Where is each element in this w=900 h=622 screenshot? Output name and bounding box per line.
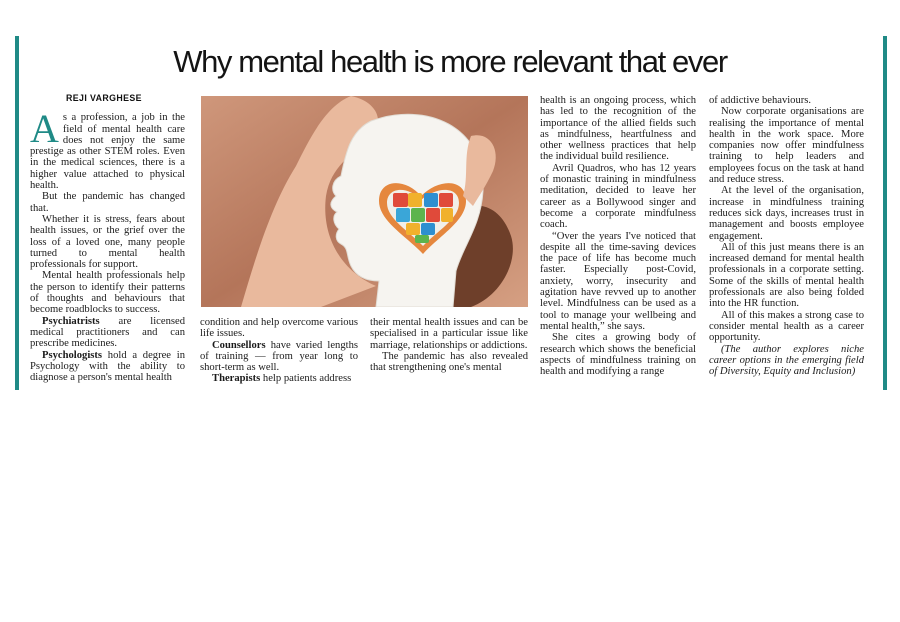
paragraph: Whether it is stress, fears about health issues, or the grief over the loss of a loved one, many people turned to mental health professionals for support. [30,213,185,271]
byline: REJI VARGHESE [66,93,142,103]
term-psychologists: Psychologists [42,349,103,361]
paragraph: All of this just means there is an increased demand for mental health professionals in a corporate setting. Some of the skills of mental health professionals are also being folded into the HR function. [709,241,864,310]
paragraph [200,340,358,374]
paragraph [200,373,358,384]
paragraph: Avril Quadros, who has 12 years of monastic training in mindfulness meditation, decided to leave her career as a Bollywood singer and become a corporate mindfulness coach. [540,162,696,231]
paragraph-text: have varied lengths of training — from year long to short-term as well. [200,339,358,374]
author-note: (The author explores niche career options in the emerging field of Diversity, Equity and Inclusion) [709,343,864,378]
drop-cap: A [30,106,59,152]
paragraph: At the level of the organisation, increase in mindfulness training reduces sick days, increases trust in management and boosts employee engagement. [709,185,864,242]
article-column-5 [709,95,864,377]
paragraph: health is an ongoing process, which has led to the recognition of the importance of the allied fields such as mindfulness, heartfulness and other wellness practices that help the individual build resilience. [540,95,696,163]
paragraph-text: help patients address [260,373,352,385]
term-counsellors: Counsellors [212,339,266,351]
left-accent-bar [15,36,19,390]
right-accent-bar [883,36,887,390]
article-column-4 [540,95,696,377]
paragraph: their mental health issues and can be specialised in a particular issue like marriage, relationships or addictions. [370,317,528,351]
paragraph: All of this makes a strong case to consider mental health as a career opportunity. [709,309,864,344]
paragraph [30,106,185,192]
paragraph: She cites a growing body of research which shows the beneficial aspects of mindfulness training on health and modifying a range [540,332,696,378]
article-headline: Why mental health is more relevant that ever [173,44,727,79]
paragraph: “Over the years I've noticed that despite all the time-saving devices the pace of life has become much faster. Especially post-Covid, anxiety, worry, insecurity and agitation have revved up to another level. Mindfulness can be used as a tool to manage your wellbeing and mental health,” she says. [540,230,696,332]
article-column-2 [200,317,358,385]
paragraph: But the pandemic has changed that. [30,191,185,214]
paragraph-text: s a profession, a job in the field of mental health care does not enjoy the same prestige as other STEM roles. Even in the medical sciences, there is a higher value attached to physical health. [30,112,185,192]
paragraph-text: hold a degree in Psychology with the ability to diagnose a person's mental health [30,349,185,384]
paragraph [30,316,185,350]
paragraph [30,350,185,384]
term-psychiatrists: Psychiatrists [42,315,100,327]
paragraph: The pandemic has also revealed that strengthening one's mental [370,350,528,374]
paragraph: condition and help overcome various life issues. [200,317,358,340]
paragraph-text: are licensed medical practitioners and can prescribe medicines. [30,315,185,350]
paragraph: of addictive behaviours. [709,95,812,106]
paragraph: Mental health professionals help the person to identify their patterns of thoughts and behaviours that become roadblocks to success. [30,270,185,316]
article-photo [201,96,528,307]
paragraph: Now corporate organisations are realising the importance of mental health in the work space. More companies now offer mindfulness training to help leaders and employees focus on the task at hand and reduce stress. [709,106,864,186]
article-column-1 [30,93,185,383]
mental-health-illustration [201,96,528,307]
term-therapists: Therapists [212,373,261,385]
article-column-3 [370,317,528,373]
